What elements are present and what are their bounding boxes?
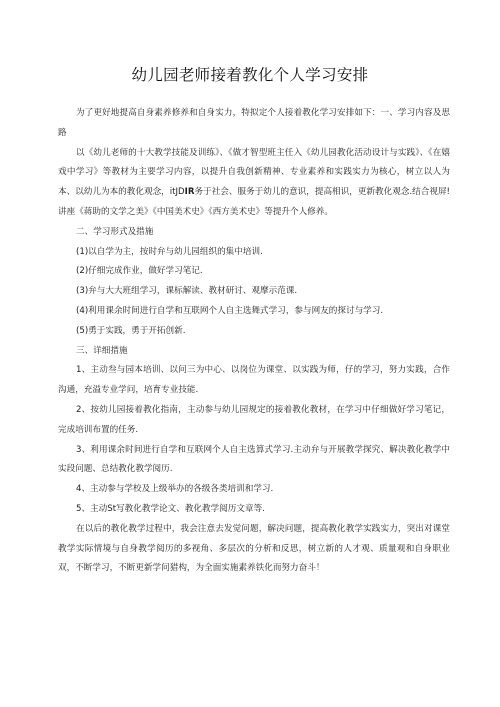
- detail-item: 4、主动参与学校及上级举办的各级各类培训和学习.: [76, 484, 274, 495]
- measure-item: (5)勇于实践，勇于开拓创新.: [76, 325, 186, 336]
- measure-item: (3)弁与大大班组学习，课标解读、教材研讨、观摩示范课.: [76, 286, 298, 297]
- section-heading-details: 三、详细措施: [76, 345, 128, 356]
- document-body: [58, 104, 450, 579]
- measure-item: (4)利用课余时间进行自学和互联网个人自主选舞式学习，参与网友的探讨与学习.: [76, 305, 384, 316]
- intro-paragraph: 为了更好地提高自身素养修养和自身实力，特拟定个人接着教化学习安排如下：一、学习内容及思路: [58, 108, 450, 138]
- section-heading-forms: 二、学习形式及措施: [76, 226, 154, 237]
- study-content-text-c: 务于社会、服务于幼儿的意识，提高相识，更新教化观念.结合视屏!讲座《蒋助的文学之美》《中国美术史》《西方美术史》等提升个人修养。: [58, 187, 450, 217]
- study-content-paragraph: [58, 144, 450, 223]
- document-title: 幼儿园老师接着教化个人学习安排: [131, 66, 369, 84]
- detail-item: 2、按幼儿园接着教化指南，主动参与幼儿园规定的接着教化教材，在学习中仔细做好学习笔记，完成培训布置的任务.: [58, 404, 450, 435]
- closing-paragraph: 在以后的教化教学过程中，我会注意去发觉问题，解决问题，提高教化教学实践实力，突出对课堂教学实际情境与自身教学阅历的多视角、多层次的分析和反思，树立新的人才观、质量观和自身职业双，不断学习，不断更新学问猎构，为全面实施素养铁化而努力奋斗！: [58, 523, 450, 574]
- detail-item: 5、主动St写教化教学论文、教化教学阅历文章等.: [76, 503, 265, 514]
- detail-item: 3、利用课余时间进行自学和互联网个人自主选算式学习.主动弁与开展教学探究、解决教化教学中实段问题、总结教化教学阅历.: [58, 444, 450, 475]
- detail-item: 1、主动叁与园本培训、以问三为中心、以岗位为课堂、以实践为师，仔的学习，努力实践，合作沟通，充溢专业学问，培育专业技能.: [58, 365, 450, 396]
- study-content-text-b: IR: [184, 187, 195, 198]
- study-content-text-a: 以《幼儿老师的十大教学技能及训练》、《做才智型班主任入《幼儿园教化活动设计与实践》、《在嬉戏中学习》等教材为主要学习内容，以提升自我创新精神、专业素养和实践实力为核心，树立以人为本、以幼儿为本的教化观念，itJD: [58, 147, 450, 198]
- measure-item: (2)仔细完成作业，做好学习笔记.: [76, 266, 203, 277]
- measure-item: (1)以自学为主，按时弁与幼儿园组织的集中培训.: [76, 246, 263, 257]
